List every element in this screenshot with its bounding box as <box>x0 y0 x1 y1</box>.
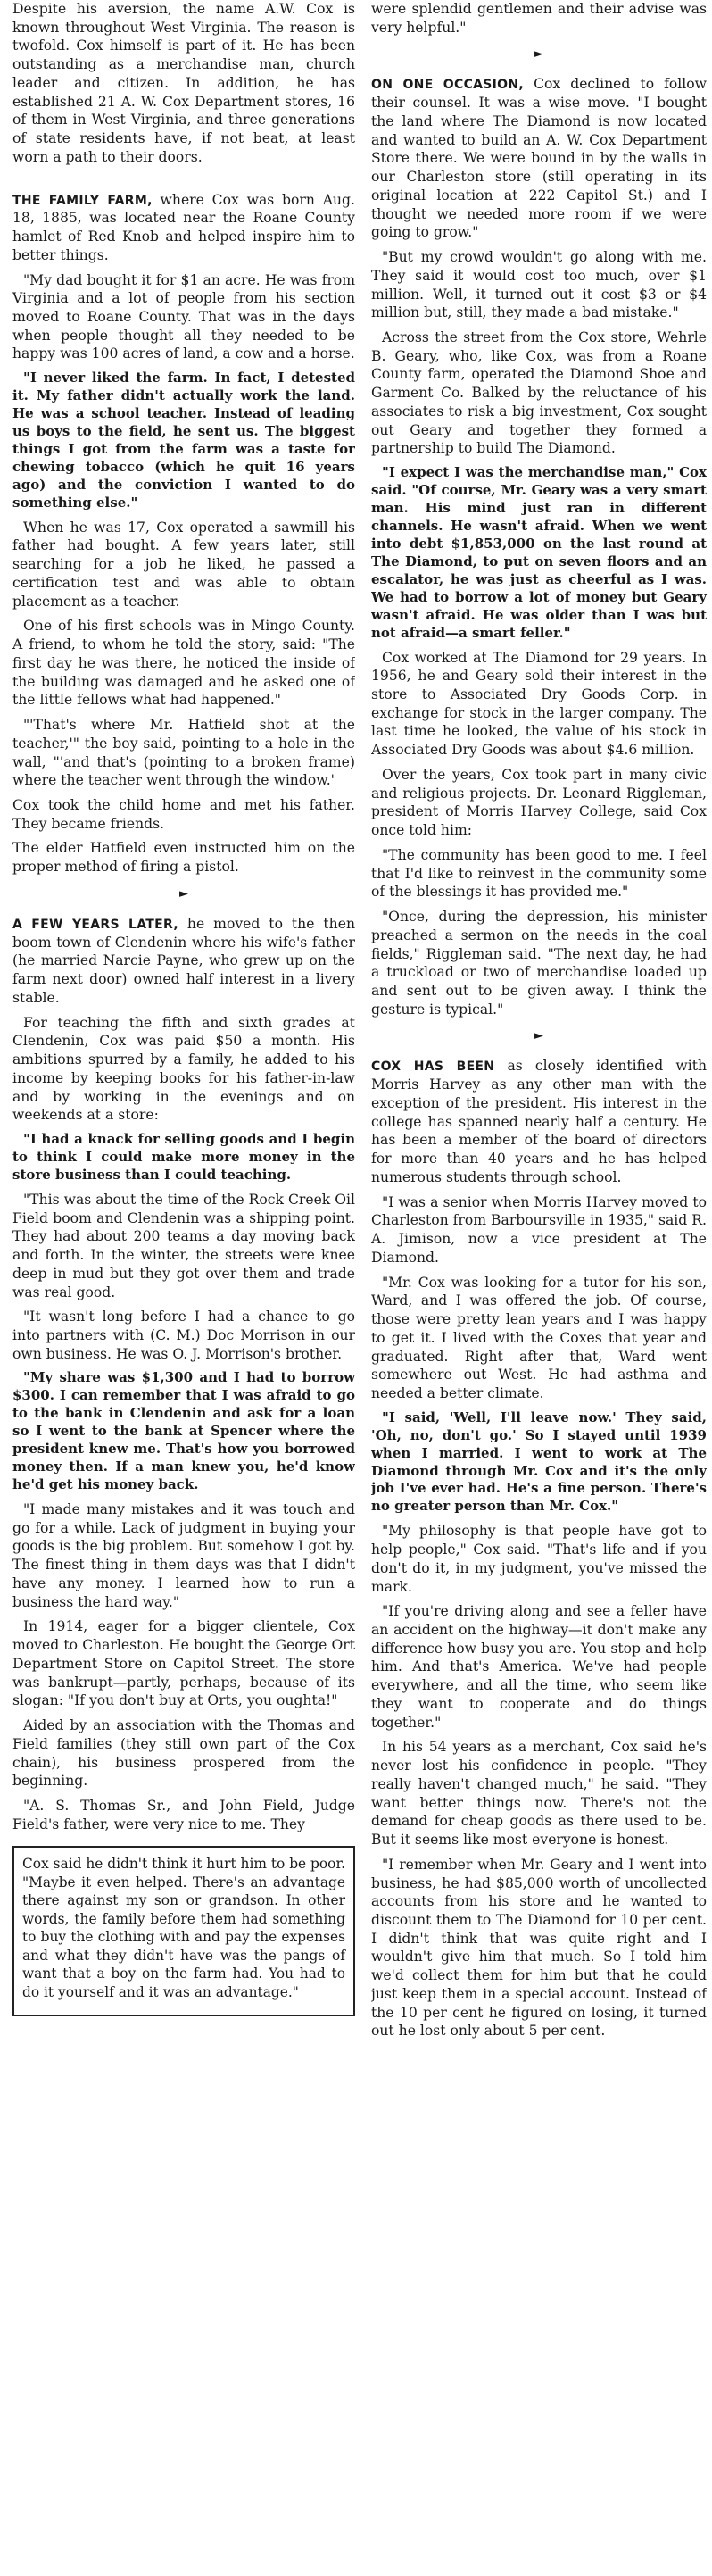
bold-quote-paragraph: "I never liked the farm. In fact, I detested it. My father didn't actually work the land. He was a school teacher. Instead of leading us boys to the field, he sent us. The biggest things I got from the farm was a taste for chewing tobacco (which he quit 16 years ago) and the conviction I wanted to do something else." <box>12 370 355 511</box>
bold-quote-paragraph: "My share was $1,300 and I had to borrow $300. I can remember that I was afraid to go to the bank in Clendenin and ask for a loan so I went to the bank at Spencer where the president knew me. That's how you borrowed money then. If a man knew you, he'd know he'd get his money back. <box>12 1369 355 1493</box>
paragraph: "If you're driving along and see a feller have an accident on the highway—it don't make any difference how busy you are. You stop and help him. And that's America. We've had people everywhere, and all the time, who seem like they want to cooperate and do things together." <box>371 1603 707 1731</box>
section-kicker: A FEW YEARS LATER, <box>12 917 178 932</box>
paragraph: "Mr. Cox was looking for a tutor for his son, Ward, and I was offered the job. Of course, those were pretty lean years and I was happy to get it. I lived with the Coxes that year and graduated. Right after that, Ward went somewhere out West. He had asthma and needed a better climate. <box>371 1274 707 1401</box>
section-paragraph <box>371 1057 707 1186</box>
section-paragraph <box>12 915 355 1008</box>
paragraph: "It wasn't long before I had a chance to go into partners with (C. M.) Doc Morrison in our own business. He was O. J. Morrison's brother. <box>12 1309 355 1362</box>
spacer <box>12 173 355 191</box>
paragraph: "I made many mistakes and it was touch and go for a while. Lack of judgment in buying your goods is the big problem. But somehow I got by. The finest thing in them days was that I didn't have any money. I learned how to run a business the hard way." <box>12 1501 355 1610</box>
paragraph: "A. S. Thomas Sr., and John Field, Judge Field's father, were very nice to me. They <box>12 1798 355 1832</box>
section-paragraph <box>371 75 707 242</box>
paragraph-text: where Cox was born Aug. 18, 1885, was located near the Roane County hamlet of Red Knob and helped inspire him to better things. <box>12 191 355 263</box>
paragraph: In his 54 years as a merchant, Cox said he's never lost his confidence in people. "They really haven't changed much," he said. "They want better things now. There's not the demand for cheap goods as there used to be. But it seems like most everyone is honest. <box>371 1739 707 1849</box>
paragraph: One of his first schools was in Mingo County. A friend, to whom he told the story, said: "The first day he was there, he noticed the inside of the building was damaged and he asked one of the little fellows what had happened." <box>12 618 355 709</box>
paragraph: were splendid gentlemen and their advise was very helpful." <box>371 1 707 36</box>
section-separator: ► <box>179 886 188 901</box>
section-kicker: ON ONE OCCASION, <box>371 78 525 93</box>
bold-quote-paragraph: "I had a knack for selling goods and I begin to think I could make more money in the store business than I could teaching. <box>12 1131 355 1183</box>
paragraph: Across the street from the Cox store, Wehrle B. Geary, who, like Cox, was from a Roane County farm, operated the Diamond Shoe and Garment Co. Balked by the reluctance of his associates to risk a big investment, Cox sought out Geary and together they formed a partnership to build The Diamond. <box>371 329 707 457</box>
section-paragraph <box>12 191 355 265</box>
paragraph: Despite his aversion, the name A.W. Cox is known throughout West Virginia. The reason is twofold. Cox himself is part of it. He has been outstanding as a merchandise man, church leader and citizen. In addition, he has established 21 A. W. Cox Department stores, 16 of them in West Virginia, and three generations of state residents have, if not beat, at least worn a path to their doors. <box>12 1 355 165</box>
paragraph: "'That's where Mr. Hatfield shot at the teacher,'" the boy said, pointing to a hole in the wall, "'and that's (pointing to a broken frame) where the teacher went through the window.' <box>12 717 355 789</box>
paragraph: Cox worked at The Diamond for 29 years. In 1956, he and Geary sold their interest in the store to Associated Dry Goods Corp. in exchange for stock in the larger company. The last time he looked, the value of his stock in Associated Dry Goods was about $4.6 million. <box>371 649 707 759</box>
right-column <box>371 0 707 2047</box>
paragraph: In 1914, eager for a bigger clientele, Cox moved to Charleston. He bought the George Ort Department Store on Capitol Street. The store was bankrupt—partly, perhaps, because of its slogan: "If you don't buy at Orts, you oughta!" <box>12 1618 355 1709</box>
paragraph: "I remember when Mr. Geary and I went into business, he had $85,000 worth of uncollected accounts from his store and he wanted to discount them to The Diamond for 10 per cent. I didn't think that was quite right and I wouldn't give him that much. So I told him we'd collect them for him but that he could just keep them in a special account. Instead of the 10 per cent he figured on losing, it turned out he lost only about 5 per cent. <box>371 1856 707 2040</box>
boxed-quote <box>12 1846 355 2016</box>
paragraph-text: as closely identified with Morris Harvey as any other man with the exception of the president. His interest in the college has spanned nearly half a century. He has been a member of the board of directors for more than 40 years and he has helped numerous students through school. <box>371 1058 707 1185</box>
paragraph: Cox took the child home and met his father. They became friends. <box>12 797 355 832</box>
bold-quote-paragraph: "I said, 'Well, I'll leave now.' They said, 'Oh, no, don't go.' So I stayed until 1939 when I married. I went to work at The Diamond through Mr. Cox and it's the only job I've ever had. He's a fine person. There's no greater person than Mr. Cox." <box>371 1408 707 1515</box>
bold-quote-paragraph: "I expect I was the merchandise man," Cox said. "Of course, Mr. Geary was a very smart man. His mind just ran in different channels. He wasn't afraid. When we went into debt $1,853,000 on the last round at The Diamond, to put on seven floors and an escalator, he was just as cheerful as I was. We had to borrow a lot of money but Geary wasn't afraid. He was older than I was but not afraid—a smart feller." <box>371 464 707 641</box>
boxed-quote-text: Cox said he didn't think it hurt him to be poor. "Maybe it even helped. There's an advantage there against my son or grandson. In other words, the family before them had something to buy the clothing with and pay the expenses and what they didn't have was the pangs of want that a boy on the farm had. You had to do it yourself and it was an advantage." <box>22 1856 345 2000</box>
paragraph: "But my crowd wouldn't go along with me. They said it would cost too much, over $1 million. Well, it turned out it cost $3 or $4 million but, still, they made a bad mistake." <box>371 249 707 321</box>
paragraph: Aided by an association with the Thomas and Field families (they still own part of the Cox chain), his business prospered from the beginning. <box>12 1717 355 1790</box>
section-separator: ► <box>534 1029 543 1043</box>
paragraph: "I was a senior when Morris Harvey moved to Charleston from Barboursville in 1935," said R. A. Jimison, now a vice president at The Diamond. <box>371 1193 707 1266</box>
paragraph: "This was about the time of the Rock Creek Oil Field boom and Clendenin was a shipping point. They had about 200 teams a day moving back and forth. In the winter, the streets were knee deep in mud but they got over them and trade was real good. <box>12 1191 355 1300</box>
paragraph-text: he moved to the then boom town of Clendenin where his wife's father (he married Narcie Payne, who grew up on the farm next door) owned half interest in a livery stable. <box>12 915 355 1006</box>
paragraph: The elder Hatfield even instructed him on the proper method of firing a pistol. <box>12 840 355 876</box>
section-kicker: THE FAMILY FARM, <box>12 193 153 208</box>
paragraph: When he was 17, Cox operated a sawmill his father had bought. A few years later, still searching for a job he liked, he passed a certification test and was able to obtain placement as a teacher. <box>12 519 355 610</box>
paragraph-text: Cox declined to follow their counsel. It was a wise move. "I bought the land where The Diamond is now located and wanted to build an A. W. Cox Department Store there. We were bound in by the walls in our Charleston store (still operating in its original location at 222 Capitol St.) and I thought we needed more room if we were going to grow." <box>371 76 707 241</box>
paragraph: "Once, during the depression, his minister preached a sermon on the needs in the coal fields," Riggleman said. "The next day, he had a truckload or two of merchandise loaded up and sent out to be given away. I think the gesture is typical." <box>371 909 707 1018</box>
paragraph: "My philosophy is that people have got to help people," Cox said. "That's life and if you don't do it, in my judgment, you've missed the mark. <box>371 1523 707 1595</box>
paragraph: "My dad bought it for $1 an acre. He was from Virginia and a lot of people from his section moved to Roane County. That was in the days when people thought all they needed to be happy was 100 acres of land, a cow and a horse. <box>12 271 355 362</box>
paragraph: Over the years, Cox took part in many civic and religious projects. Dr. Leonard Riggleman, president of Morris Harvey College, said Cox once told him: <box>371 766 707 839</box>
section-kicker: COX HAS BEEN <box>371 1059 495 1075</box>
paragraph: For teaching the fifth and sixth grades at Clendenin, Cox was paid $50 a month. His ambitions spurred by a family, he added to his income by keeping books for his father-in-law and by working in the evenings and on weekends at a store: <box>12 1014 355 1124</box>
left-column <box>12 0 355 2016</box>
paragraph: "The community has been good to me. I feel that I'd like to reinvest in the community some of the blessings it has provided me." <box>371 846 707 901</box>
section-separator: ► <box>534 47 543 62</box>
